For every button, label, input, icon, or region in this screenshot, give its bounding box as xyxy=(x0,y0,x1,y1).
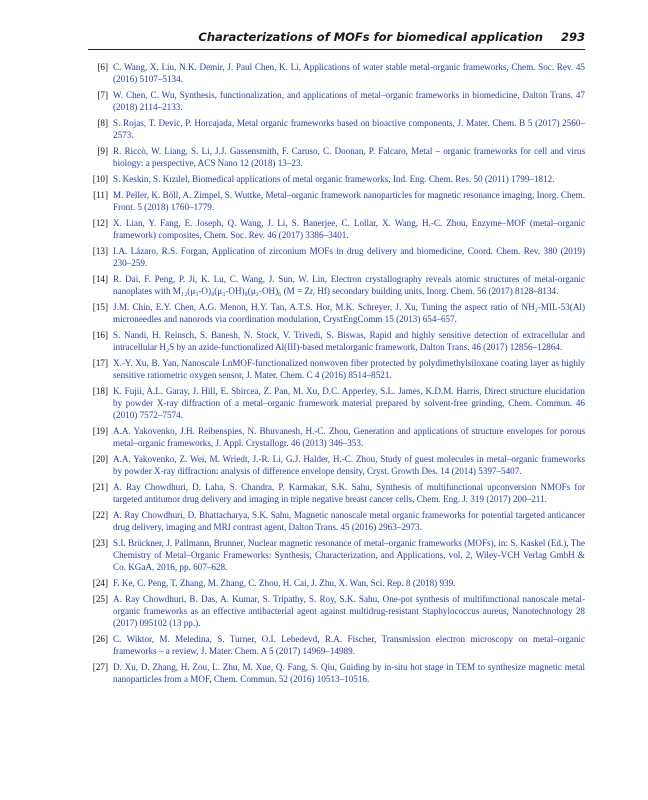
reference-link[interactable]: C. Wang, X. Liu, N.K. Demir, J. Paul Chen, K. Li, Applications of water stable metal-organic frameworks, Chem. Soc. Rev. 45 (2016) 5107–5134. xyxy=(113,62,585,85)
reference-link[interactable]: I.A. Lázaro, R.S. Forgan, Application of zirconium MOFs in drug delivery and biomedicine, Coord. Chem. Rev. 380 (2019) 230–259. xyxy=(113,245,585,268)
reference-number: [14] xyxy=(92,273,108,284)
running-title: Characterizations of MOFs for biomedical application xyxy=(198,30,543,44)
reference-link[interactable]: S. Keskin, S. Kızılel, Biomedical applications of metal organic frameworks, Ind. Eng. Chem. Res. 50 (2011) 1799–1812. xyxy=(113,174,555,184)
reference-item xyxy=(88,593,585,630)
reference-number: [19] xyxy=(92,426,108,436)
reference-number: [12] xyxy=(92,217,108,228)
reference-link[interactable]: R. Riccò, W. Liang, S. Li, J.J. Gassensmith, F. Caruso, C. Doonan, P. Falcaro, Metal – organic frameworks for cell and virus biology: a perspective, ACS Nano 12 (2018) 13–23. xyxy=(113,146,585,169)
reference-link[interactable]: X. Lian, Y. Fang, E. Joseph, Q. Wang, J. Li, S. Banerjee, C. Lollar, X. Wang, H.-C. Zhou, Enzyme–MOF (metal–organic framework) composites, Chem. Soc. Rev. 46 (2017) 3386–3401. xyxy=(113,217,585,240)
reference-number: [16] xyxy=(92,329,108,340)
reference-number: [20] xyxy=(92,454,108,464)
reference-number: [15] xyxy=(92,301,108,312)
header-rule xyxy=(88,49,585,50)
reference-number: [24] xyxy=(92,578,108,589)
reference-number: [23] xyxy=(92,538,108,548)
reference-number: [26] xyxy=(92,634,108,645)
reference-item xyxy=(88,385,585,422)
reference-item xyxy=(88,117,585,141)
page-number: 293 xyxy=(560,30,585,44)
reference-item xyxy=(88,661,585,685)
reference-link[interactable]: A.A. Yakovenko, Z. Wei, M. Wriedt, J.-R. Li, G.J. Halder, H.-C. Zhou, Study of guest molecules in metal–organic frameworks by powder X-ray diffraction: analysis of difference envelope density, Cryst. Growth Des. 14 (2014) 5397–5407. xyxy=(113,454,585,477)
reference-link[interactable]: X.-Y. Xu, B. Yan, Nanoscale LnMOF-functionalized nonwoven fiber protected by polydimethylsiloxane coating layer as highly sensitive ratiometric oxygen sensor, J. Mater. Chem. C 4 (2016) 8514–8521. xyxy=(113,357,585,380)
reference-link[interactable]: F. Ke, C. Peng, T. Zhang, M. Zhang, C. Zhou, H. Cai, J. Zhu, X. Wan, Sci. Rep. 8 (2018) 939. xyxy=(113,578,456,589)
reference-item xyxy=(88,89,585,113)
reference-number: [10] xyxy=(92,174,108,184)
reference-link[interactable]: K. Fujii, A.L. Garay, J. Hill, E. Sbircea, Z. Pan, M. Xu, D.C. Apperley, S.L. James, K.D.M. Harris, Direct structure elucidation by powder X-ray diffraction of a metal–organic framework material prepared by solvent-free grinding, Chem. Commun. 46 (2010) 7572–7574. xyxy=(113,385,585,421)
reference-number: [21] xyxy=(92,482,108,492)
reference-link[interactable]: S.I. Brückner, J. Pallmann, Brunner, Nuclear magnetic resonance of metal–organic frameworks (MOFs), in: S. Kaskel (Ed.), The Chemistry of Metal–Organic Frameworks: Synthesis, Characterization, and Applications, vol. 2, Wiley-VCH Verlag GmbH & Co. KGaA, 2016, pp. 607–628. xyxy=(113,538,585,573)
reference-link[interactable]: D. Xu, D. Zhang, H. Zou, L. Zhu, M. Xue, Q. Fang, S. Qiu, Guiding by in-situ hot stage in TEM to synthesize magnetic metal nanoparticles from a MOF, Chem. Commun. 52 (2016) 10513–10516. xyxy=(113,662,585,685)
reference-item xyxy=(88,173,585,185)
reference-link[interactable]: A.A. Yakovenko, J.H. Reibenspies, N. Bhuvanesh, H.-C. Zhou, Generation and applications of structure envelopes for porous metal–organic frameworks, J. Appl. Crystallogr. 46 (2013) 346–353. xyxy=(113,426,585,449)
reference-number: [17] xyxy=(92,357,108,368)
reference-number: [11] xyxy=(93,189,108,200)
reference-number: [27] xyxy=(92,662,108,673)
reference-link[interactable]: M. Peller, K. Böll, A. Zimpel, S. Wuttke, Metal–organic framework nanoparticles for magnetic resonance imaging, Inorg. Chem. Front. 5 (2018) 1760–1779. xyxy=(113,189,585,212)
reference-item xyxy=(88,273,585,297)
reference-link[interactable]: A. Ray Chowdhuri, B. Das, A. Kumar, S. Tripathy, S. Roy, S.K. Sahu, One-pot synthesis of multifunctional nanoscale metal-organic frameworks as an effective antibacterial agent against multidrug-resistant Staphylococcus aureus, Nanotechnology 28 (2017) 095102 (13 pp.). xyxy=(113,594,585,629)
reference-list xyxy=(88,61,585,689)
reference-item xyxy=(88,245,585,269)
reference-link[interactable]: S. Rojas, T. Devic, P. Horcajada, Metal organic frameworks based on bioactive components, J. Mater. Chem. B 5 (2017) 2560–2573. xyxy=(113,118,585,141)
reference-item xyxy=(88,509,585,533)
running-header xyxy=(88,30,585,48)
reference-item xyxy=(88,453,585,477)
reference-item xyxy=(88,145,585,169)
reference-link[interactable]: C. Wiktor, M. Meledina, S. Turner, O.I. Lebedevd, R.A. Fischer, Transmission electron microscopy on metal–organic frameworks – a review, J. Mater. Chem. A 5 (2017) 14969–14989. xyxy=(113,634,585,657)
reference-item xyxy=(88,189,585,213)
reference-number: [6] xyxy=(97,62,108,72)
reference-number: [13] xyxy=(92,245,108,256)
reference-item xyxy=(88,357,585,381)
reference-number: [9] xyxy=(97,146,108,156)
reference-number: [7] xyxy=(97,90,108,100)
reference-number: [25] xyxy=(92,594,108,604)
reference-item xyxy=(88,537,585,574)
reference-link[interactable]: A. Ray Chowdhuri, D. Bhattacharya, S.K. Sahu, Magnetic nanoscale metal organic frameworks for potential targeted anticancer drug delivery, imaging and MRI contrast agent, Dalton Trans. 45 (2016) 2963–2973. xyxy=(113,510,585,533)
reference-number: [8] xyxy=(97,118,108,128)
reference-item xyxy=(88,481,585,505)
reference-link[interactable]: A. Ray Chowdhuri, D. Laha, S. Chandra, P. Karmakar, S.K. Sahu, Synthesis of multifunctional upconversion NMOFs for targeted antitumor drug delivery and imaging in triple negative breast cancer cells, Chem. Eng. J. 319 (2017) 200–211. xyxy=(113,482,585,505)
reference-number: [22] xyxy=(92,510,108,520)
reference-link[interactable]: W. Chen, C. Wu, Synthesis, functionalization, and applications of metal–organic frameworks in biomedicine, Dalton Trans. 47 (2018) 2114–2133. xyxy=(113,90,585,113)
reference-link[interactable]: J.M. Chin, E.Y. Chen, A.G. Menon, H.Y. Tan, A.T.S. Hor, M.K. Schreyer, J. Xu, Tuning the aspect ratio of NH₂-MIL-53(Al) microneedles and nanorods via coordination modulation, CrystEngComm 15 (2013) 654–657. xyxy=(113,301,585,324)
reference-item xyxy=(88,217,585,241)
reference-item xyxy=(88,633,585,657)
reference-item xyxy=(88,577,585,589)
reference-item xyxy=(88,425,585,449)
reference-item xyxy=(88,61,585,85)
reference-link[interactable]: R. Dai, F. Peng, P. Ji, K. Lu, C. Wang, J. Sun, W. Lin, Electron crystallography reveals atomic structures of metal-organic nanoplates with M₁₂(μ₃-O)₈(μ₃-OH)₈(μ₂-OH)₆ (M = Zr, Hf) secondary building units, Inorg. Chem. 56 (2017) 8128–8134. xyxy=(113,273,585,296)
reference-number: [18] xyxy=(92,385,108,396)
reference-item xyxy=(88,329,585,353)
reference-item xyxy=(88,301,585,325)
reference-link[interactable]: S. Nandi, H. Reinsch, S. Banesh, N. Stock, V. Trivedi, S. Biswas, Rapid and highly sensitive detection of extracellular and intracellular H₂S by an azide-functionalized Al(III)-based metalorganic framework, Dalton Trans. 46 (2017) 12856–12864. xyxy=(113,329,585,352)
